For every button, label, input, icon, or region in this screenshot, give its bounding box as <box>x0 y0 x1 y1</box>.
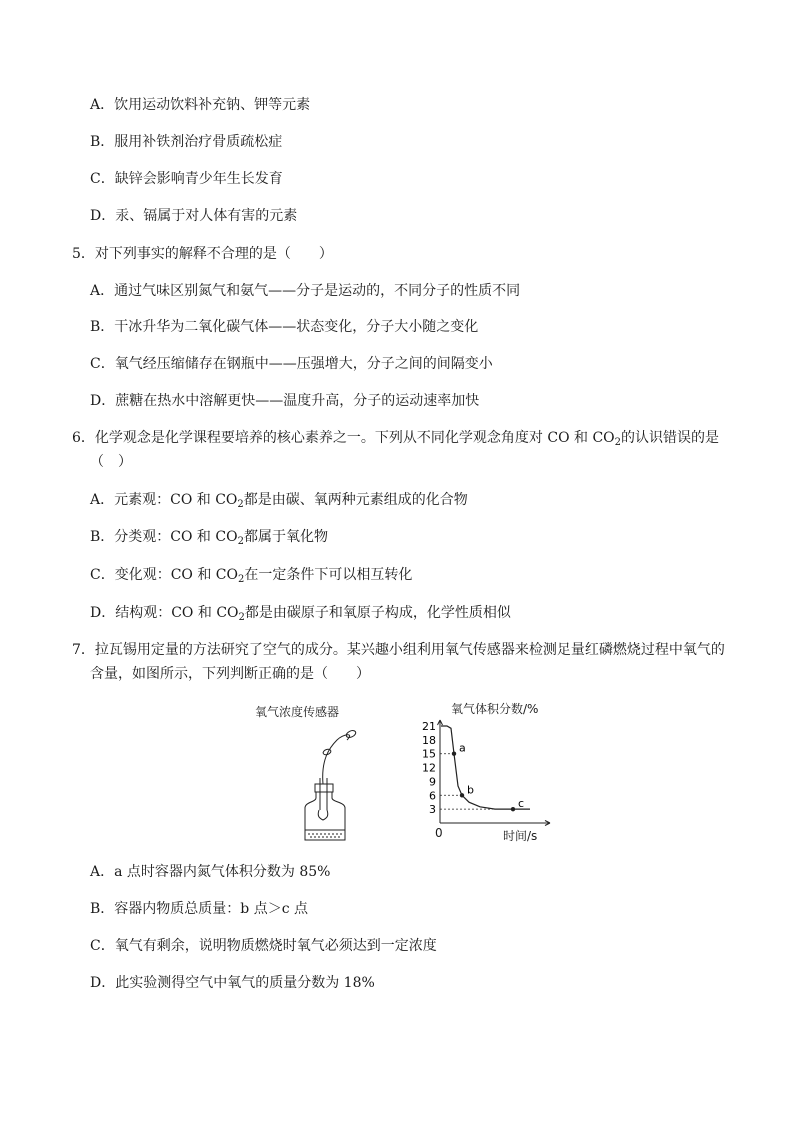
q6-option-c-text-2: 在一定条件下可以相互转化 <box>244 567 413 583</box>
y-tick-label: 21 <box>422 720 436 733</box>
q7-option-a: A．a 点时容器内氮气体积分数为 85% <box>90 864 331 880</box>
q6-stem-text-b: 的认识错误的是 <box>621 430 720 446</box>
q6-option-a-text-1: A．元素观：CO 和 CO <box>90 492 238 508</box>
q6-option-a-subscript: 2 <box>237 499 244 510</box>
q6-option-c <box>90 565 412 585</box>
water-hatch <box>308 834 342 837</box>
q6-option-b-text-1: B．分类观：CO 和 CO <box>90 529 238 545</box>
bottle-stopper <box>315 784 333 792</box>
q4-option-a: A．饮用运动饮料补充钠、钾等元素 <box>90 97 311 113</box>
q6-option-d-text-1: D．结构观：CO 和 CO <box>90 605 239 621</box>
data-points <box>452 742 524 812</box>
y-tick-label: 9 <box>429 775 436 789</box>
chart-title: 氧气体积分数/% <box>451 702 539 716</box>
sensor-wire <box>323 735 350 784</box>
q6-option-d-subscript: 2 <box>238 612 245 623</box>
point-label-c: c <box>518 797 525 811</box>
point-label-b: b <box>467 783 474 797</box>
y-tick-label: 12 <box>422 761 436 775</box>
point-b <box>460 793 464 797</box>
y-tick-label: 15 <box>422 747 436 761</box>
dashed-guides <box>440 754 513 809</box>
y-tick-label: 18 <box>422 733 436 747</box>
q6-stem-text-a: 6．化学观念是化学课程要培养的核心素养之一。下列从不同化学观念角度对 CO 和 CO <box>72 430 615 446</box>
point-a <box>452 752 456 756</box>
sensor-probe-mid <box>322 748 331 755</box>
y-tick-label: 6 <box>429 789 436 803</box>
q6-stem-subscript: 2 <box>614 437 622 448</box>
q7-option-b: B．容器内物质总质量：b 点＞c 点 <box>90 901 308 917</box>
q6-stem-line2: （ ） <box>90 454 132 470</box>
y-ticks <box>422 720 436 816</box>
q6-option-b-subscript: 2 <box>237 536 244 547</box>
chart <box>422 720 550 826</box>
q5-option-d: D．蔗糖在热水中溶解更快——温度升高，分子的运动速率加快 <box>90 393 480 409</box>
q6-option-a <box>90 490 468 510</box>
q4-option-b: B．服用补铁剂治疗骨质疏松症 <box>90 134 283 150</box>
q4-option-d: D．汞、镉属于对人体有害的元素 <box>90 208 298 224</box>
q6-option-b <box>90 527 328 547</box>
q5-option-a: A．通过气味区别氮气和氨气——分子是运动的，不同分子的性质不同 <box>90 283 521 299</box>
q7-figure <box>255 700 555 845</box>
q7-stem-line1: 7．拉瓦锡用定量的方法研究了空气的成分。某兴趣小组利用氧气传感器来检测足量红磷燃烧过程中氧气的 <box>72 642 725 658</box>
q7-option-d: D．此实验测得空气中氧气的质量分数为 18% <box>90 975 375 991</box>
q4-option-c: C．缺锌会影响青少年生长发育 <box>90 171 283 187</box>
q6-option-d-text-2: 都是由碳原子和氧原子构成，化学性质相似 <box>244 605 511 621</box>
q7-option-c: C．氧气有剩余，说明物质燃烧时氧气必须达到一定浓度 <box>90 938 437 954</box>
q5-option-c: C．氧气经压缩储存在钢瓶中——压强增大，分子之间的间隔变小 <box>90 356 493 372</box>
q6-stem-line1 <box>72 428 719 448</box>
point-label-a: a <box>459 741 466 755</box>
q6-option-c-text-1: C．变化观：CO 和 CO <box>90 567 238 583</box>
q6-option-a-text-2: 都是由碳、氧两种元素组成的化合物 <box>243 492 468 508</box>
sensor-label: 氧气浓度传感器 <box>255 705 340 719</box>
oxygen-curve <box>441 726 530 809</box>
apparatus-drawing <box>305 729 357 840</box>
q6-option-d <box>90 603 511 623</box>
point-c <box>511 807 515 811</box>
sensor-probe-top <box>345 729 357 739</box>
figure-svg <box>255 700 555 845</box>
combustion-spoon <box>318 810 328 820</box>
q5-option-b: B．干冰升华为二氧化碳气体——状态变化，分子大小随之变化 <box>90 319 479 335</box>
bottle-outline <box>305 792 345 840</box>
origin-label: 0 <box>435 826 443 840</box>
q6-option-b-text-2: 都属于氧化物 <box>243 529 328 545</box>
y-tick-label: 3 <box>429 803 436 817</box>
q5-stem: 5．对下列事实的解释不合理的是（ ） <box>72 246 333 262</box>
x-axis-label: 时间/s <box>503 829 538 843</box>
q6-option-c-subscript: 2 <box>238 574 245 585</box>
q7-stem-line2: 含量，如图所示，下列判断正确的是（ ） <box>90 666 370 682</box>
